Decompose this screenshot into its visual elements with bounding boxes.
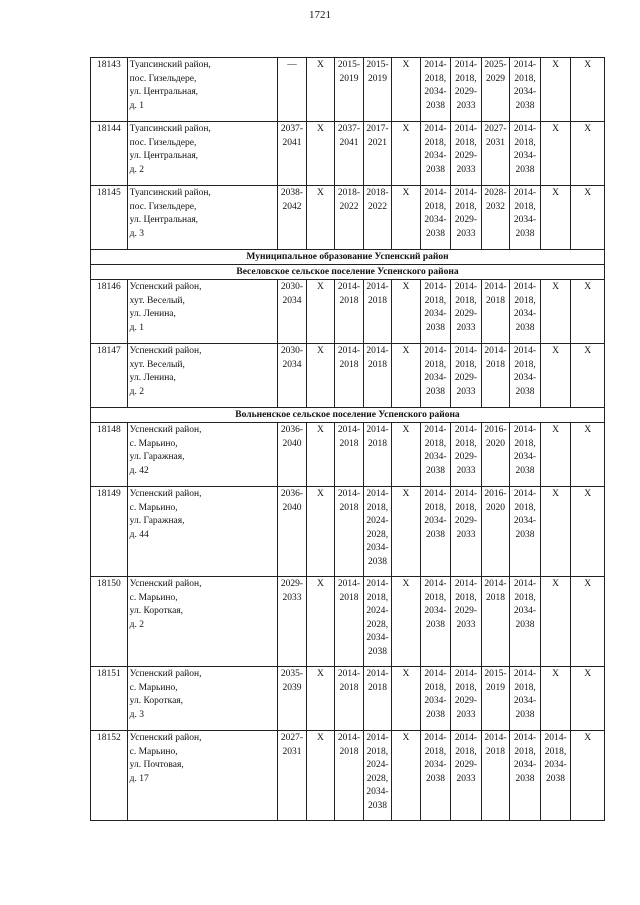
record-id: 18151	[91, 667, 128, 731]
period-cell: 2018- 2022	[363, 186, 391, 250]
table-row	[91, 280, 605, 344]
table-row	[91, 731, 605, 821]
period-cell: 2014- 2018	[363, 280, 391, 344]
period-cell: 2014- 2018, 2034- 2038	[510, 280, 541, 344]
section-row	[91, 408, 605, 423]
period-cell: Х	[306, 344, 334, 408]
period-cell: 2014- 2018, 2029- 2033	[451, 577, 482, 667]
period-cell: Х	[571, 344, 605, 408]
period-cell: 2014- 2018	[481, 731, 509, 821]
period-cell: 2014- 2018, 2034- 2038	[420, 122, 451, 186]
period-cell: Х	[392, 667, 420, 731]
period-cell: Х	[392, 280, 420, 344]
table-row	[91, 667, 605, 731]
period-cell: Х	[540, 667, 571, 731]
period-cell: Х	[392, 423, 420, 487]
period-cell: 2014- 2018, 2034- 2038	[420, 667, 451, 731]
period-cell: 2014- 2018, 2034- 2038	[420, 58, 451, 122]
period-cell: Х	[571, 577, 605, 667]
page-number: 1721	[309, 9, 331, 21]
period-cell: 2014- 2018, 2034- 2038	[510, 344, 541, 408]
period-cell: 2014- 2018	[335, 344, 363, 408]
register-table	[90, 57, 605, 821]
period-cell: 2014- 2018, 2034- 2038	[510, 487, 541, 577]
period-cell: 2014- 2018, 2034- 2038	[420, 487, 451, 577]
period-cell: 2016- 2020	[481, 487, 509, 577]
period-cell: 2014- 2018, 2034- 2038	[420, 731, 451, 821]
record-id: 18150	[91, 577, 128, 667]
period-cell: Х	[306, 122, 334, 186]
period-cell: 2014- 2018, 2029- 2033	[451, 487, 482, 577]
period-cell: Х	[306, 186, 334, 250]
section-row	[91, 265, 605, 280]
period-cell: 2014- 2018, 2029- 2033	[451, 186, 482, 250]
period-cell: Х	[540, 577, 571, 667]
table-row	[91, 344, 605, 408]
period-cell: 2014- 2018	[363, 667, 391, 731]
period-cell: 2014- 2018	[335, 487, 363, 577]
address-cell: Туапсинский район, пос. Гизельдере, ул. Центральная, д. 1	[127, 58, 278, 122]
period-cell: Х	[571, 186, 605, 250]
period-cell: 2030- 2034	[278, 280, 306, 344]
period-cell: 2014- 2018	[335, 577, 363, 667]
period-cell: 2036- 2040	[278, 487, 306, 577]
period-cell: 2014- 2018, 2029- 2033	[451, 58, 482, 122]
period-cell: Х	[571, 487, 605, 577]
section-row	[91, 250, 605, 265]
address-cell: Успенский район, с. Марьино, ул. Гаражная, д. 42	[127, 423, 278, 487]
period-cell: 2014- 2018, 2034- 2038	[510, 58, 541, 122]
period-cell: 2038- 2042	[278, 186, 306, 250]
period-cell: Х	[392, 122, 420, 186]
period-cell: 2014- 2018, 2024- 2028, 2034- 2038	[363, 731, 391, 821]
period-cell: 2014- 2018	[481, 344, 509, 408]
period-cell: 2014- 2018, 2034- 2038	[510, 577, 541, 667]
period-cell: 2015- 2019	[335, 58, 363, 122]
table-row	[91, 186, 605, 250]
period-cell: 2035- 2039	[278, 667, 306, 731]
period-cell: Х	[392, 577, 420, 667]
period-cell: 2014- 2018	[363, 423, 391, 487]
period-cell: 2014- 2018	[335, 731, 363, 821]
period-cell: 2014- 2018, 2034- 2038	[510, 423, 541, 487]
period-cell: 2014- 2018	[363, 344, 391, 408]
period-cell: 2027- 2031	[278, 731, 306, 821]
period-cell: Х	[571, 122, 605, 186]
table-row	[91, 577, 605, 667]
period-cell: Х	[540, 280, 571, 344]
table-row	[91, 423, 605, 487]
table-body	[91, 58, 605, 821]
period-cell: 2014- 2018, 2029- 2033	[451, 667, 482, 731]
address-cell: Успенский район, с. Марьино, ул. Гаражная, д. 44	[127, 487, 278, 577]
period-cell: 2016- 2020	[481, 423, 509, 487]
period-cell: Х	[306, 487, 334, 577]
table-row	[91, 122, 605, 186]
period-cell: Х	[392, 487, 420, 577]
period-cell: 2014- 2018	[335, 423, 363, 487]
period-cell: 2014- 2018, 2034- 2038	[420, 280, 451, 344]
period-cell: 2014- 2018	[481, 577, 509, 667]
period-cell: 2014- 2018	[481, 280, 509, 344]
period-cell: Х	[392, 58, 420, 122]
period-cell: 2015- 2019	[363, 58, 391, 122]
period-cell: 2017- 2021	[363, 122, 391, 186]
period-cell: 2027- 2031	[481, 122, 509, 186]
period-cell: Х	[571, 280, 605, 344]
period-cell: Х	[306, 577, 334, 667]
section-title: Веселовское сельское поселение Успенского района	[91, 265, 605, 280]
period-cell: Х	[571, 423, 605, 487]
period-cell: 2014- 2018, 2034- 2038	[420, 186, 451, 250]
period-cell: 2037- 2041	[335, 122, 363, 186]
section-title: Вольненское сельское поселение Успенского района	[91, 408, 605, 423]
address-cell: Успенский район, хут. Веселый, ул. Ленина, д. 1	[127, 280, 278, 344]
period-cell: Х	[306, 667, 334, 731]
period-cell: 2014- 2018, 2034- 2038	[510, 667, 541, 731]
period-cell: Х	[571, 667, 605, 731]
period-cell: 2014- 2018, 2029- 2033	[451, 731, 482, 821]
table-row	[91, 58, 605, 122]
address-cell: Успенский район, с. Марьино, ул. Короткая, д. 2	[127, 577, 278, 667]
period-cell: Х	[571, 731, 605, 821]
period-cell: 2029- 2033	[278, 577, 306, 667]
period-cell: 2014- 2018, 2034- 2038	[540, 731, 571, 821]
address-cell: Успенский район, с. Марьино, ул. Почтовая, д. 17	[127, 731, 278, 821]
period-cell: 2014- 2018, 2034- 2038	[510, 122, 541, 186]
address-cell: Туапсинский район, пос. Гизельдере, ул. Центральная, д. 3	[127, 186, 278, 250]
record-id: 18144	[91, 122, 128, 186]
record-id: 18146	[91, 280, 128, 344]
record-id: 18152	[91, 731, 128, 821]
record-id: 18145	[91, 186, 128, 250]
period-cell: Х	[306, 58, 334, 122]
record-id: 18143	[91, 58, 128, 122]
record-id: 18149	[91, 487, 128, 577]
period-cell: 2014- 2018, 2034- 2038	[420, 423, 451, 487]
period-cell: 2014- 2018, 2034- 2038	[420, 577, 451, 667]
period-cell: Х	[306, 731, 334, 821]
period-cell: 2014- 2018, 2029- 2033	[451, 280, 482, 344]
period-cell: 2014- 2018	[335, 280, 363, 344]
period-cell: 2014- 2018, 2034- 2038	[420, 344, 451, 408]
period-cell: Х	[540, 58, 571, 122]
period-cell: 2018- 2022	[335, 186, 363, 250]
period-cell: Х	[540, 122, 571, 186]
period-cell: 2030- 2034	[278, 344, 306, 408]
period-cell: 2014- 2018, 2024- 2028, 2034- 2038	[363, 577, 391, 667]
period-cell: 2028- 2032	[481, 186, 509, 250]
period-cell: Х	[306, 280, 334, 344]
period-cell: 2025- 2029	[481, 58, 509, 122]
period-cell: 2015- 2019	[481, 667, 509, 731]
table-row	[91, 487, 605, 577]
period-cell: Х	[540, 423, 571, 487]
period-cell: 2036- 2040	[278, 423, 306, 487]
period-cell: 2014- 2018	[335, 667, 363, 731]
address-cell: Туапсинский район, пос. Гизельдере, ул. Центральная, д. 2	[127, 122, 278, 186]
period-cell: 2014- 2018, 2034- 2038	[510, 731, 541, 821]
period-cell: Х	[540, 344, 571, 408]
period-cell: Х	[540, 186, 571, 250]
period-cell: 2014- 2018, 2029- 2033	[451, 344, 482, 408]
period-cell: 2014- 2018, 2024- 2028, 2034- 2038	[363, 487, 391, 577]
period-cell: Х	[540, 487, 571, 577]
section-title: Муниципальное образование Успенский район	[91, 250, 605, 265]
period-cell: —	[278, 58, 306, 122]
address-cell: Успенский район, хут. Веселый, ул. Ленина, д. 2	[127, 344, 278, 408]
period-cell: Х	[571, 58, 605, 122]
period-cell: Х	[392, 731, 420, 821]
record-id: 18147	[91, 344, 128, 408]
record-id: 18148	[91, 423, 128, 487]
address-cell: Успенский район, с. Марьино, ул. Короткая, д. 3	[127, 667, 278, 731]
period-cell: 2014- 2018, 2029- 2033	[451, 423, 482, 487]
period-cell: Х	[306, 423, 334, 487]
period-cell: 2014- 2018, 2029- 2033	[451, 122, 482, 186]
period-cell: 2037- 2041	[278, 122, 306, 186]
period-cell: 2014- 2018, 2034- 2038	[510, 186, 541, 250]
period-cell: Х	[392, 186, 420, 250]
period-cell: Х	[392, 344, 420, 408]
